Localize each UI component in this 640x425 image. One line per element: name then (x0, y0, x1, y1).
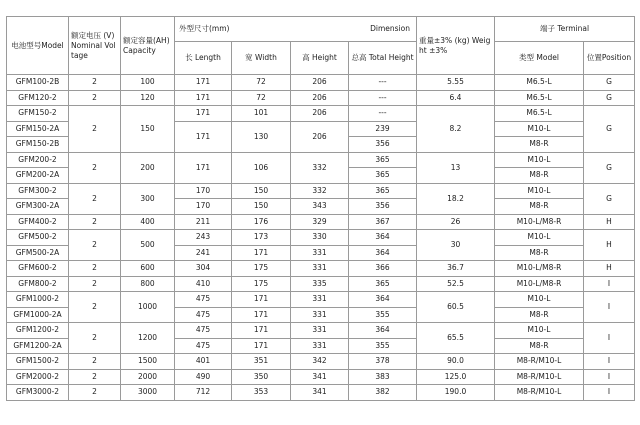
cell-position: I (584, 385, 635, 401)
cell-total-height: 364 (349, 292, 417, 308)
header-terminal-position: 位置Position (584, 42, 635, 75)
cell-height: 331 (291, 261, 349, 277)
cell-model: GFM500-2 (7, 230, 69, 246)
cell-height: 331 (291, 245, 349, 261)
cell-height: 341 (291, 385, 349, 401)
cell-weight: 90.0 (417, 354, 495, 370)
cell-voltage: 2 (69, 106, 121, 153)
header-height: 高 Height (291, 42, 349, 75)
cell-model: GFM200-2A (7, 168, 69, 184)
cell-height: 331 (291, 307, 349, 323)
cell-position: G (584, 183, 635, 214)
cell-width: 350 (232, 369, 291, 385)
cell-capacity: 500 (121, 230, 175, 261)
table-row (7, 75, 635, 91)
cell-model: GFM300-2A (7, 199, 69, 215)
cell-terminal-model: M8-R (495, 199, 584, 215)
cell-height: 206 (291, 121, 349, 152)
cell-voltage: 2 (69, 230, 121, 261)
cell-length: 171 (175, 90, 232, 106)
cell-length: 171 (175, 75, 232, 91)
cell-width: 173 (232, 230, 291, 246)
cell-width: 130 (232, 121, 291, 152)
cell-width: 72 (232, 90, 291, 106)
cell-voltage: 2 (69, 183, 121, 214)
table-row (7, 214, 635, 230)
cell-capacity: 1200 (121, 323, 175, 354)
cell-height: 330 (291, 230, 349, 246)
cell-model: GFM2000-2 (7, 369, 69, 385)
cell-length: 490 (175, 369, 232, 385)
cell-weight: 5.55 (417, 75, 495, 91)
cell-position: I (584, 354, 635, 370)
cell-weight: 18.2 (417, 183, 495, 214)
cell-height: 332 (291, 152, 349, 183)
cell-total-height: 364 (349, 323, 417, 339)
header-dimension-en: Dimension (370, 24, 410, 33)
table-row (7, 385, 635, 401)
cell-length: 475 (175, 323, 232, 339)
cell-model: GFM1000-2 (7, 292, 69, 308)
cell-total-height: 364 (349, 245, 417, 261)
cell-height: 341 (291, 369, 349, 385)
cell-capacity: 1500 (121, 354, 175, 370)
table-row (7, 106, 635, 122)
cell-model: GFM1000-2A (7, 307, 69, 323)
battery-spec-table-container (6, 16, 634, 401)
header-model: 电池型号Model (7, 17, 69, 75)
cell-total-height: 365 (349, 152, 417, 168)
cell-length: 475 (175, 292, 232, 308)
cell-model: GFM1200-2 (7, 323, 69, 339)
cell-terminal-model: M8-R (495, 168, 584, 184)
cell-model: GFM120-2 (7, 90, 69, 106)
cell-width: 72 (232, 75, 291, 91)
cell-length: 304 (175, 261, 232, 277)
cell-position: G (584, 90, 635, 106)
cell-height: 335 (291, 276, 349, 292)
header-voltage: 额定电压 (V) Nominal Voltage (69, 17, 121, 75)
cell-terminal-model: M6.5-L (495, 106, 584, 122)
cell-terminal-model: M8-R (495, 245, 584, 261)
cell-width: 106 (232, 152, 291, 183)
cell-total-height: 356 (349, 137, 417, 153)
cell-terminal-model: M8-R/M10-L (495, 354, 584, 370)
cell-terminal-model: M8-R/M10-L (495, 385, 584, 401)
cell-height: 206 (291, 106, 349, 122)
cell-terminal-model: M8-R (495, 338, 584, 354)
cell-capacity: 100 (121, 75, 175, 91)
cell-width: 175 (232, 261, 291, 277)
cell-terminal-model: M10-L/M8-R (495, 261, 584, 277)
cell-model: GFM150-2B (7, 137, 69, 153)
cell-height: 329 (291, 214, 349, 230)
cell-length: 241 (175, 245, 232, 261)
header-terminal: 端子 Terminal (495, 17, 635, 42)
cell-model: GFM600-2 (7, 261, 69, 277)
cell-position: H (584, 214, 635, 230)
cell-terminal-model: M8-R/M10-L (495, 369, 584, 385)
cell-voltage: 2 (69, 276, 121, 292)
cell-width: 353 (232, 385, 291, 401)
cell-capacity: 200 (121, 152, 175, 183)
cell-width: 171 (232, 307, 291, 323)
cell-width: 351 (232, 354, 291, 370)
table-row (7, 261, 635, 277)
cell-model: GFM400-2 (7, 214, 69, 230)
cell-length: 475 (175, 338, 232, 354)
cell-length: 170 (175, 199, 232, 215)
cell-position: G (584, 152, 635, 183)
cell-capacity: 120 (121, 90, 175, 106)
cell-weight: 26 (417, 214, 495, 230)
cell-position: I (584, 323, 635, 354)
cell-height: 332 (291, 183, 349, 199)
cell-height: 331 (291, 323, 349, 339)
cell-terminal-model: M10-L (495, 230, 584, 246)
cell-total-height: --- (349, 90, 417, 106)
cell-terminal-model: M8-R (495, 307, 584, 323)
cell-model: GFM150-2A (7, 121, 69, 137)
cell-length: 401 (175, 354, 232, 370)
cell-weight: 190.0 (417, 385, 495, 401)
cell-total-height: 356 (349, 199, 417, 215)
cell-terminal-model: M10-L (495, 152, 584, 168)
cell-length: 170 (175, 183, 232, 199)
cell-voltage: 2 (69, 323, 121, 354)
cell-weight: 6.4 (417, 90, 495, 106)
cell-total-height: 383 (349, 369, 417, 385)
cell-voltage: 2 (69, 75, 121, 91)
cell-capacity: 1000 (121, 292, 175, 323)
cell-terminal-model: M10-L/M8-R (495, 214, 584, 230)
table-row (7, 90, 635, 106)
cell-total-height: 367 (349, 214, 417, 230)
cell-width: 171 (232, 338, 291, 354)
cell-length: 211 (175, 214, 232, 230)
cell-length: 171 (175, 121, 232, 152)
cell-capacity: 800 (121, 276, 175, 292)
cell-weight: 125.0 (417, 369, 495, 385)
cell-height: 331 (291, 338, 349, 354)
cell-voltage: 2 (69, 354, 121, 370)
cell-terminal-model: M6.5-L (495, 90, 584, 106)
cell-model: GFM300-2 (7, 183, 69, 199)
cell-length: 243 (175, 230, 232, 246)
cell-width: 171 (232, 292, 291, 308)
cell-model: GFM800-2 (7, 276, 69, 292)
cell-width: 171 (232, 245, 291, 261)
cell-length: 410 (175, 276, 232, 292)
cell-voltage: 2 (69, 90, 121, 106)
table-row (7, 354, 635, 370)
table-row (7, 230, 635, 246)
cell-voltage: 2 (69, 385, 121, 401)
cell-model: GFM500-2A (7, 245, 69, 261)
cell-length: 475 (175, 307, 232, 323)
cell-capacity: 2000 (121, 369, 175, 385)
cell-width: 171 (232, 323, 291, 339)
cell-height: 206 (291, 90, 349, 106)
cell-position: H (584, 261, 635, 277)
cell-voltage: 2 (69, 214, 121, 230)
table-row (7, 369, 635, 385)
cell-length: 171 (175, 152, 232, 183)
cell-total-height: 366 (349, 261, 417, 277)
cell-terminal-model: M6.5-L (495, 75, 584, 91)
cell-model: GFM100-2B (7, 75, 69, 91)
cell-total-height: 365 (349, 276, 417, 292)
cell-total-height: 355 (349, 338, 417, 354)
cell-capacity: 150 (121, 106, 175, 153)
cell-weight: 8.2 (417, 106, 495, 153)
cell-weight: 36.7 (417, 261, 495, 277)
cell-width: 176 (232, 214, 291, 230)
cell-position: I (584, 276, 635, 292)
cell-total-height: 239 (349, 121, 417, 137)
cell-capacity: 300 (121, 183, 175, 214)
cell-capacity: 600 (121, 261, 175, 277)
cell-terminal-model: M10-L (495, 183, 584, 199)
cell-model: GFM150-2 (7, 106, 69, 122)
cell-terminal-model: M8-R (495, 137, 584, 153)
cell-model: GFM1500-2 (7, 354, 69, 370)
cell-total-height: --- (349, 75, 417, 91)
cell-total-height: 378 (349, 354, 417, 370)
cell-length: 712 (175, 385, 232, 401)
cell-width: 101 (232, 106, 291, 122)
cell-voltage: 2 (69, 369, 121, 385)
cell-capacity: 3000 (121, 385, 175, 401)
header-weight: 重量±3% (kg) Weight ±3% (417, 17, 495, 75)
table-row (7, 276, 635, 292)
cell-voltage: 2 (69, 152, 121, 183)
header-total-height: 总高 Total Height (349, 42, 417, 75)
cell-capacity: 400 (121, 214, 175, 230)
cell-width: 175 (232, 276, 291, 292)
header-terminal-model: 类型 Model (495, 42, 584, 75)
cell-total-height: --- (349, 106, 417, 122)
table-row (7, 152, 635, 168)
cell-model: GFM1200-2A (7, 338, 69, 354)
cell-model: GFM200-2 (7, 152, 69, 168)
cell-position: I (584, 292, 635, 323)
cell-total-height: 364 (349, 230, 417, 246)
cell-height: 343 (291, 199, 349, 215)
cell-position: G (584, 75, 635, 91)
cell-weight: 30 (417, 230, 495, 261)
cell-terminal-model: M10-L (495, 323, 584, 339)
cell-model: GFM3000-2 (7, 385, 69, 401)
header-length: 长 Length (175, 42, 232, 75)
cell-terminal-model: M10-L (495, 292, 584, 308)
cell-height: 342 (291, 354, 349, 370)
header-capacity: 额定容量(AH) Capacity (121, 17, 175, 75)
cell-terminal-model: M10-L/M8-R (495, 276, 584, 292)
cell-height: 206 (291, 75, 349, 91)
table-row (7, 292, 635, 308)
cell-weight: 65.5 (417, 323, 495, 354)
cell-total-height: 382 (349, 385, 417, 401)
cell-voltage: 2 (69, 292, 121, 323)
header-width: 宽 Width (232, 42, 291, 75)
cell-weight: 60.5 (417, 292, 495, 323)
cell-width: 150 (232, 183, 291, 199)
cell-height: 331 (291, 292, 349, 308)
cell-position: G (584, 106, 635, 153)
cell-voltage: 2 (69, 261, 121, 277)
header-dimension (175, 17, 417, 42)
header-dimension-cn: 外型尺寸(mm) (179, 24, 230, 33)
cell-width: 150 (232, 199, 291, 215)
cell-total-height: 365 (349, 183, 417, 199)
cell-length: 171 (175, 106, 232, 122)
table-row (7, 183, 635, 199)
cell-position: H (584, 230, 635, 261)
table-row (7, 323, 635, 339)
cell-total-height: 355 (349, 307, 417, 323)
cell-total-height: 365 (349, 168, 417, 184)
cell-terminal-model: M10-L (495, 121, 584, 137)
cell-position: I (584, 369, 635, 385)
battery-spec-table (6, 16, 635, 401)
cell-weight: 52.5 (417, 276, 495, 292)
cell-weight: 13 (417, 152, 495, 183)
